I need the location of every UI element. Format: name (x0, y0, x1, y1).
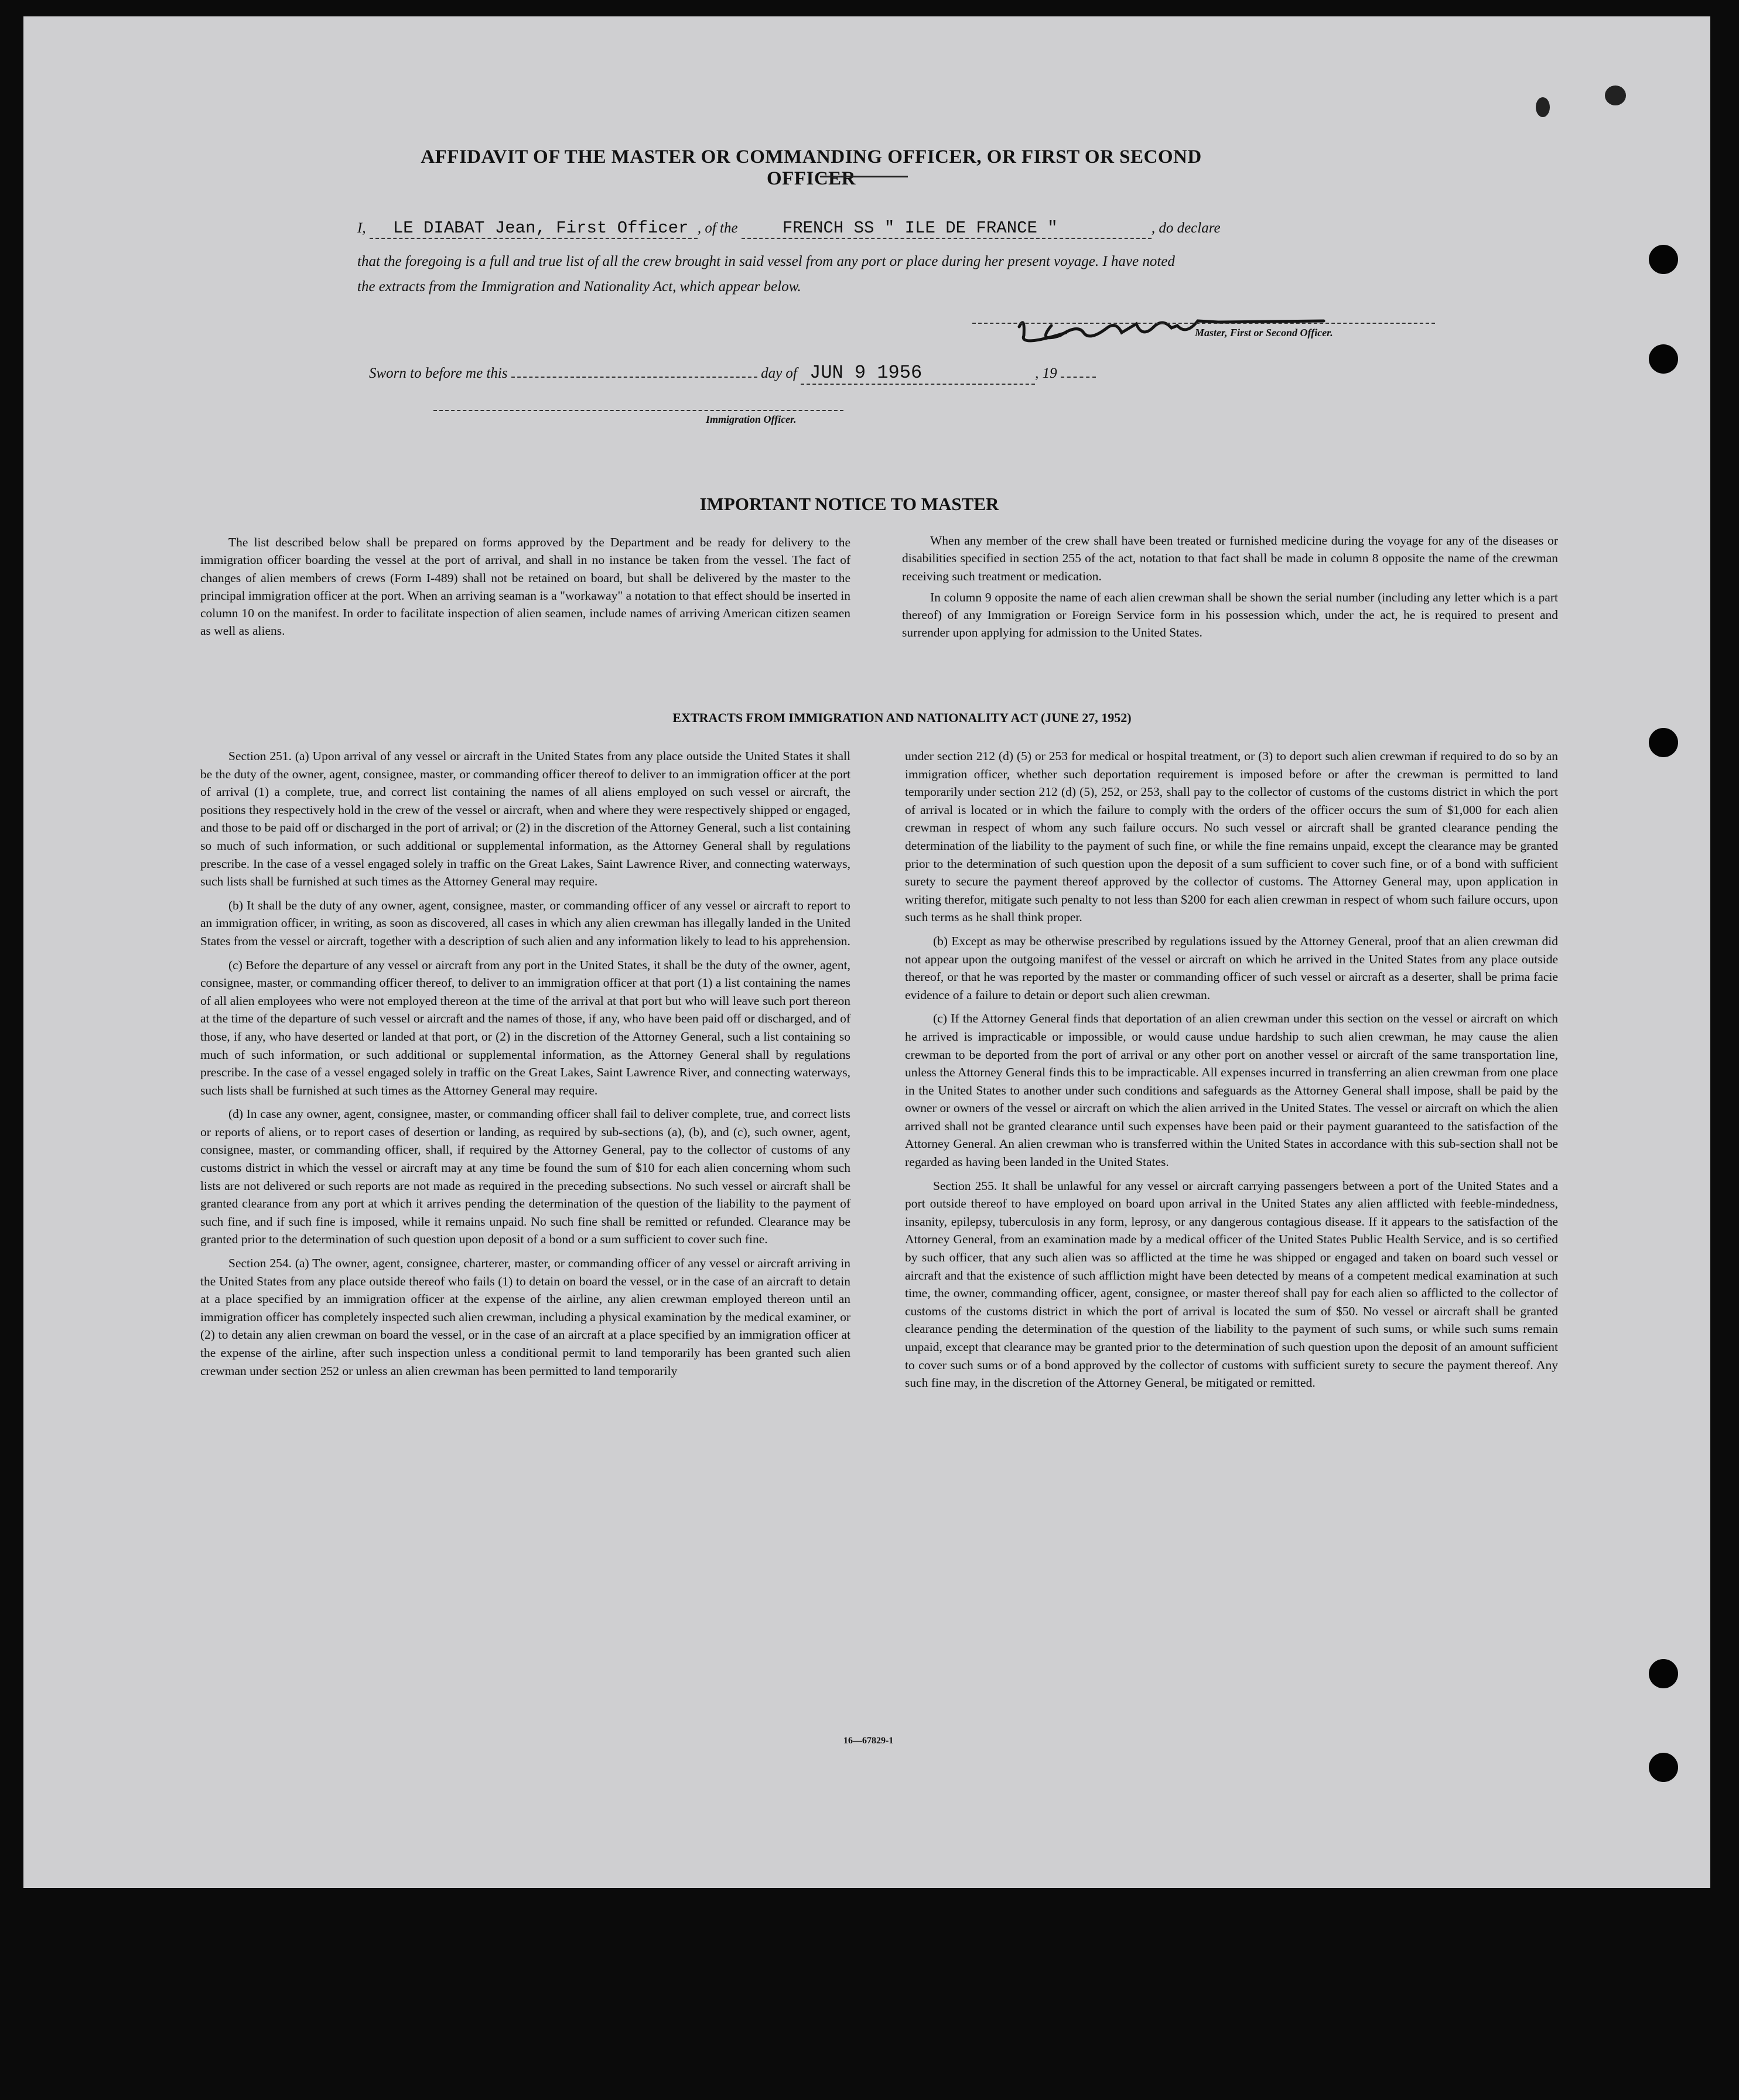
binder-hole (1649, 344, 1678, 374)
sworn-line (369, 362, 1096, 385)
sworn-day-field (511, 377, 757, 378)
officer-name: LE DIABAT Jean, First Officer (392, 218, 689, 238)
year-prefix: , 19 (1035, 365, 1057, 381)
binder-hole (1649, 728, 1678, 757)
binder-hole (1649, 1659, 1678, 1688)
of-the-label: , of the (697, 220, 738, 236)
officer-signature (996, 292, 1417, 356)
declaration-line-2: that the foregoing is a full and true list of all the crew brought in said vessel from any port or place during her present voyage. I have noted (357, 254, 1175, 269)
pronoun: I, (357, 220, 366, 236)
year-field (1061, 377, 1096, 378)
signature-line (972, 323, 1435, 324)
extract-paragraph: (b) It shall be the duty of any owner, agent, consignee, master, or commanding officer of any vessel or aircraft to report to an immigration officer, in writing, as soon as discovered, all cases in which any alien crewman has illegally landed in the United States from the vessel or aircraft, together with a description of such alien and any information likely to lead to his apprehension. (200, 898, 850, 948)
extract-paragraph: (d) In case any owner, agent, consignee, master, or commanding officer shall fail to deliver complete, true, and correct lists or reports of aliens, or to report cases of desertion or landing, as required by sub-sections (a), (b), and (c), such owner, agent, consignee, master, or commanding officer, shall, if required by the Attorney General, pay to the collector of customs of any customs district in which the vessel or aircraft may at any time be found the sum of $10 for each alien concerning whom such lists are not delivered or such reports are not made as required in the preceding subsections. No such vessel or aircraft shall be granted clearance from any port at which it arrives pending the determination of the question of the liability to the payment of such fine, and if such fine is imposed, while it remains unpaid. No such fine shall be remitted or refunded. Clearance may be granted prior to the determination of such question upon deposit of a bond or a sum sufficient to cover such fine. (200, 1107, 850, 1247)
vessel-name: FRENCH SS " ILE DE FRANCE " (782, 218, 1058, 238)
vessel-field (742, 218, 1152, 239)
extracts-right-column (905, 747, 1558, 1398)
binder-hole (1649, 245, 1678, 274)
form-number: 16—67829-1 (843, 1736, 894, 1746)
title-rule (820, 176, 908, 177)
notice-paragraph: The list described below shall be prepared on forms approved by the Department and be ready for delivery to the immigration officer boarding the vessel at the port of arrival, and shall in no instance be taken from the vessel. The fact of changes of alien members of crews (Form I-489) shall not be retained on board, but shall be delivered by the master to the principal immigration officer at the port. When an arriving seaman is a "workaway" a notation to that effect should be inserted in column 10 on the manifest. In order to facilitate inspection of alien seamen, include names of arriving American citizen seamen as well as aliens. (200, 535, 850, 638)
binder-hole (1649, 1753, 1678, 1782)
extracts-left-column (200, 747, 850, 1386)
extract-paragraph: (c) Before the departure of any vessel or aircraft from any port in the United States, it shall be the duty of the owner, agent, consignee, master, or commanding officer thereof, to deliver to an immigration officer at that port (1) a list containing the names of all alien employees who were not employed thereon at the time of the arrival at that port but who will leave such port thereon at the time of the departure of such vessel or aircraft and the names of those, if any, who have been paid off or discharged, and of those, if any, who have deserted or landed at that port, or (2) in the discretion of the Attorney General, such a list containing so much of such information, or such additional or supplemental information, as the Attorney General shall by regulations prescribe. In the case of a vessel engaged solely in traffic on the Great Lakes, Saint Lawrence River, and connecting waterways, such lists shall be furnished at such times as the Attorney General may require. (200, 957, 850, 1097)
extract-paragraph: (c) If the Attorney General finds that deportation of an alien crewman under this section on the vessel or aircraft on which he arrived is impracticable or impossible, or would cause undue hardship to such alien crewman, he may cause the alien crewman to be deported from the port of arrival or any other port on another vessel or aircraft of the same transportation line, unless the Attorney General finds this to be impracticable. All expenses incurred in transferring an alien crewman from one place in the United States to another under such conditions and safeguards as the Attorney General shall impose, shall be paid by the owner or owners of the vessel or aircraft on which the alien arrived in the United States. The vessel or aircraft on which the alien arrived shall not be granted clearance until such expenses have been paid or their payment guaranteed to the satisfaction of the Attorney General. An alien crewman who is transferred within the United States in accordance with this sub-section shall not be regarded as having been landed in the United States. (905, 1011, 1558, 1169)
officer-name-field (370, 218, 698, 239)
immigration-officer-line (433, 410, 843, 411)
ink-speck (1605, 85, 1626, 105)
notice-title: IMPORTANT NOTICE TO MASTER (699, 494, 999, 514)
signature-caption: Master, First or Second Officer. (1195, 327, 1333, 338)
declaration-line-3: the extracts from the Immigration and Nationality Act, which appear below. (357, 279, 801, 295)
extract-paragraph: (b) Except as may be otherwise prescribed by regulations issued by the Attorney General, proof that an alien crewman did not appear upon the outgoing manifest of the vessel or aircraft on which he arrived in the United States from any place outside thereof, or that he was reported by the master or commanding officer of such vessel or aircraft as a deserter, shall be prima facie evidence of a failure to detain or deport such alien crewman. (905, 933, 1558, 1002)
extract-paragraph: Section 254. (a) The owner, agent, consignee, charterer, master, or commanding officer of any vessel or aircraft arriving in the United States from any place outside thereof who fails (1) to detain on board the vessel, or in the case of an aircraft to detain at a place specified by an immigration officer at the expense of the airline, any alien crewman employed thereon until an immigration officer has completely inspected such alien crewman, including a physical examination by the medical examiner, or (2) to detain any alien crewman on board the vessel, or in the case of an aircraft at a place specified by an immigration officer at the expense of the airline, after such inspection unless a conditional permit to land temporarily has been granted such alien crewman under section 252 or unless an alien crewman has been permitted to land temporarily (200, 1256, 850, 1378)
date-field (801, 362, 1035, 385)
notice-right-column (902, 532, 1558, 648)
document-page (23, 16, 1710, 1888)
date-stamp: JUN 9 1956 (809, 362, 923, 384)
immigration-officer-caption: Immigration Officer. (706, 413, 797, 425)
ink-speck (1536, 97, 1550, 117)
notice-paragraph: When any member of the crew shall have been treated or furnished medicine during the voyage for any of the diseases or disabilities specified in section 255 of the act, notation to that fact shall be made in column 8 opposite the name of the crewman receiving such treatment or medication. (902, 533, 1558, 583)
extract-paragraph: Section 255. It shall be unlawful for any vessel or aircraft carrying passengers between a port of the United States and a port outside thereof to have employed on board upon arrival in the United States any alien afflicted with feeble-mindedness, insanity, epilepsy, tuberculosis in any form, leprosy, or any dangerous contagious disease. If it appears to the satisfaction of the Attorney General, from an examination made by a medical officer of the United States Public Health Service, and is so certified by such officer, that any such alien was so afflicted at the time he was shipped or engaged and taken on board such vessel or aircraft and that the existence of such affliction might have been detected by means of a competent medical examination at such time, the owner, commanding officer, agent, consignee, or master thereof shall pay for each alien so afflicted to the collector of customs of the customs district in which the port of arrival is located the sum of $50. No vessel or aircraft shall be granted clearance pending the determination of the question of the liability to the payment of such sums, or while such sums remain unpaid, except that clearance may be granted prior to the determination of such question upon the deposit of an amount sufficient to cover such sums or of a bond approved by the collector of customs with sufficient surety to secure the payment thereof. Any such fine may, in the discretion of the Attorney General, be mitigated or remitted. (905, 1178, 1558, 1390)
affidavit-title: AFFIDAVIT OF THE MASTER OR COMMANDING OFFICER, OR FIRST OR SECOND OFFICER (421, 146, 1202, 189)
extract-paragraph: Section 251. (a) Upon arrival of any vessel or aircraft in the United States from any place outside the United States it shall be the duty of the owner, agent, consignee, master, or commanding officer thereof to deliver to an immigration officer at the port of arrival (1) a complete, true, and correct list containing the names of all aliens employed on such vessel or aircraft, the positions they respectively hold in the crew of the vessel or aircraft, when and where they were respectively shipped or engaged, and those to be paid off or discharged in the port of arrival; or (2) in the discretion of the Attorney General, such a list containing so much of such information, or such additional or supplemental information, as the Attorney General shall by regulations prescribe. In the case of a vessel engaged solely in traffic on the Great Lakes, Saint Lawrence River, and connecting waterways, such lists shall be furnished at such times as the Attorney General may require. (200, 749, 850, 889)
notice-paragraph: In column 9 opposite the name of each alien crewman shall be shown the serial number (including any letter which is a part thereof) of any Immigration or Foreign Service form in his possession which, under the act, he is required to present and surrender upon applying for admission to the United States. (902, 590, 1558, 640)
do-declare-label: , do declare (1151, 220, 1221, 236)
declaration-line (357, 218, 1221, 239)
notice-left-column (200, 533, 850, 646)
sworn-label: Sworn to before me this (369, 365, 508, 381)
extract-paragraph: under section 212 (d) (5) or 253 for medical or hospital treatment, or (3) to deport such alien crewman if required to do so by an immigration officer, whether such deportation requirement is imposed before or after the crewman is permitted to land temporarily under section 212 (d) (5), 252, or 253, shall pay to the collector of customs of the customs district in which the port of arrival is located or in which the failure to comply with the orders of the officer occurs the sum of $1,000 for each alien crewman in respect of whom any such failure occurs. No such vessel or aircraft shall be granted clearance pending the determination of the liability to the payment of such fine, or while the fine remains unpaid, except the clearance may be granted prior to the determination of such question upon the deposit of a sum sufficient to cover such fine, or of a bond with sufficient surety to secure the payment thereof approved by the collector of customs. The Attorney General may, upon application in writing therefor, mitigate such penalty to not less than $200 for each alien crewman in respect of whom such failure occurs, upon such terms as he shall think proper. (905, 749, 1558, 925)
extracts-title: EXTRACTS FROM IMMIGRATION AND NATIONALITY ACT (JUNE 27, 1952) (672, 710, 1132, 725)
day-of-label: day of (761, 365, 797, 381)
